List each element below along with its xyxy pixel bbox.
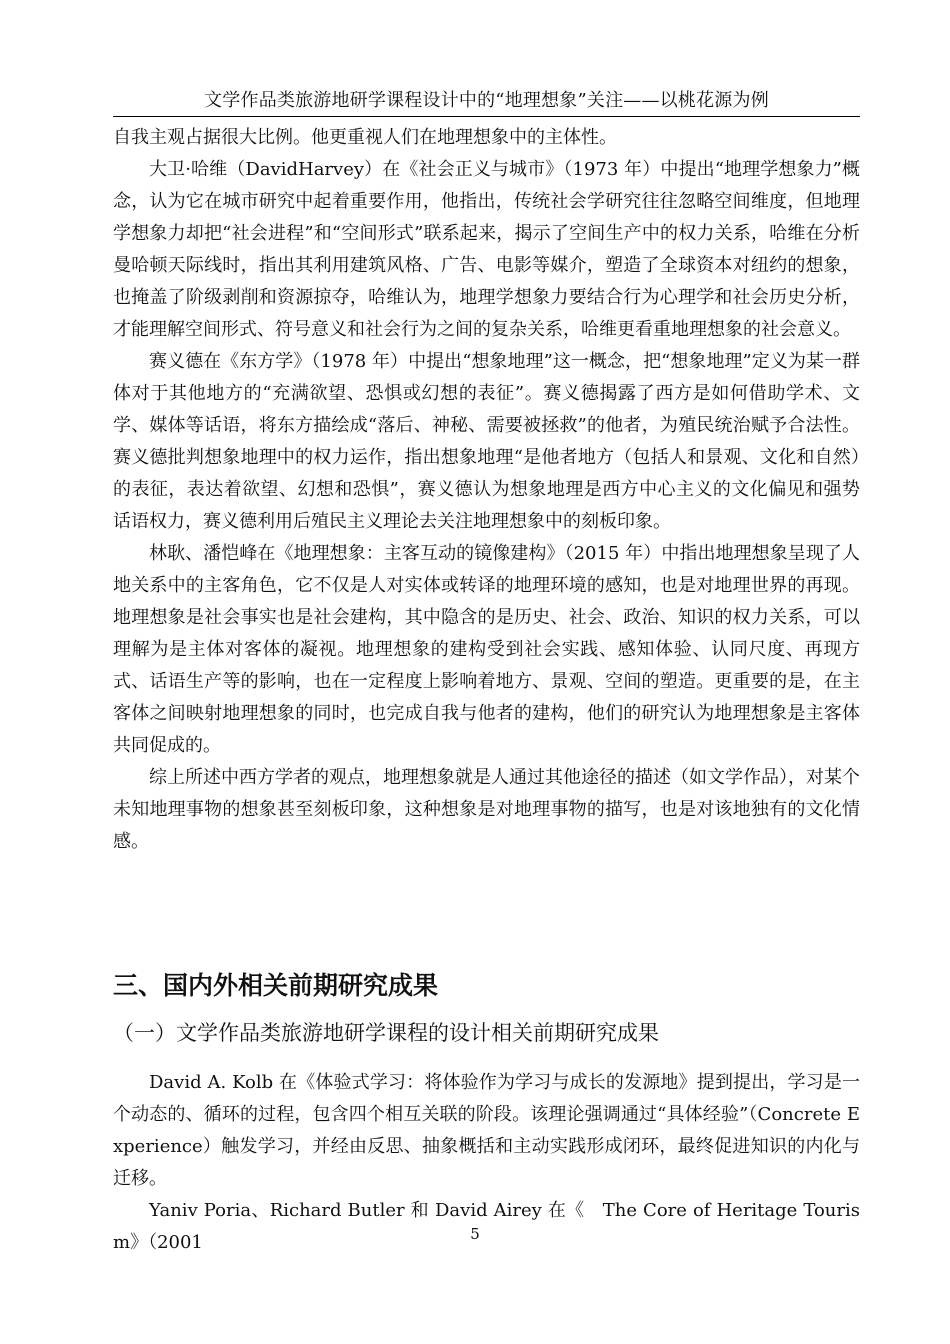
section-heading: 三、国内外相关前期研究成果 (113, 971, 439, 1000)
paragraph-said: 赛义德在《东方学》（1978 年）中提出“想象地理”这一概念，把“想象地理”定义为某一群体对于其他地方的“充满欲望、恐惧或幻想的表征”。赛义德揭露了西方是如何借助学术、文学、媒体等话语，将东方描绘成“落后、神秘、需要被拯救”的他者，为殖民统治赋予合法性。赛义德批判想象地理中的权力运作，指出想象地理“是他者地方（包括人和景观、文化和自然）的表征，表达着欲望、幻想和恐惧”，赛义德认为想象地理是西方中心主义的文化偏见和强势话语权力，赛义德利用后殖民主义理论去关注地理想象中的刻板印象。 (113, 351, 860, 532)
subsection-heading: （一）文学作品类旅游地研学课程的设计相关前期研究成果 (113, 1021, 659, 1045)
paragraph-kolb: David A. Kolb 在《体验式学习：将体验作为学习与成长的发源地》提到提出，学习是一个动态的、循环的过程，包含四个相互关联的阶段。该理论强调通过“具体经验”（Concrete Experience）触发学习，并经由反思、抽象概括和主动实践形成闭环，最终促进知识的内化与迁移。 (113, 1072, 860, 1189)
paragraph-poria: Yaniv Poria、Richard Butler 和 David Airey 在《 The Core of Heritage Tourism》（2001 (113, 1200, 860, 1253)
body-text-before-heading (113, 122, 860, 858)
running-header: 文学作品类旅游地研学课程设计中的“地理想象”关注——以桃花源为例 (113, 86, 860, 117)
paragraph-lin-pan: 林耿、潘恺峰在《地理想象：主客互动的镜像建构》（2015 年）中指出地理想象呈现了人地关系中的主客角色，它不仅是人对实体或转译的地理环境的感知，也是对地理世界的再现。地理想象是社会事实也是社会建构，其中隐含的是历史、社会、政治、知识的权力关系，可以理解为是主体对客体的凝视。地理想象的建构受到社会实践、感知体验、认同尺度、再现方式、话语生产等的影响，也在一定程度上影响着地方、景观、空间的塑造。更重要的是，在主客体之间映射地理想象的同时，也完成自我与他者的建构，他们的研究认为地理想象是主客体共同促成的。 (113, 543, 860, 756)
paragraph-harvey: 大卫·哈维（DavidHarvey）在《社会正义与城市》（1973 年）中提出“地理学想象力”概念，认为它在城市研究中起着重要作用，他指出，传统社会学研究往往忽略空间维度，但地理学想象力却把“社会进程”和“空间形式”联系起来，揭示了空间生产中的权力关系，哈维在分析曼哈顿天际线时，指出其利用建筑风格、广告、电影等媒介，塑造了全球资本对纽约的想象，也掩盖了阶级剥削和资源掠夺，哈维认为，地理学想象力要结合行为心理学和社会历史分析，才能理解空间形式、符号意义和社会行为之间的复杂关系，哈维更看重地理想象的社会意义。 (113, 159, 860, 340)
paragraph-continuation: 自我主观占据很大比例。他更重视人们在地理想象中的主体性。 (113, 127, 617, 148)
paragraph-summary: 综上所述中西方学者的观点，地理想象就是人通过其他途径的描述（如文学作品），对某个未知地理事物的想象甚至刻板印象，这种想象是对地理事物的描写，也是对该地独有的文化情感。 (113, 767, 860, 852)
page-number: 5 (470, 1225, 480, 1243)
